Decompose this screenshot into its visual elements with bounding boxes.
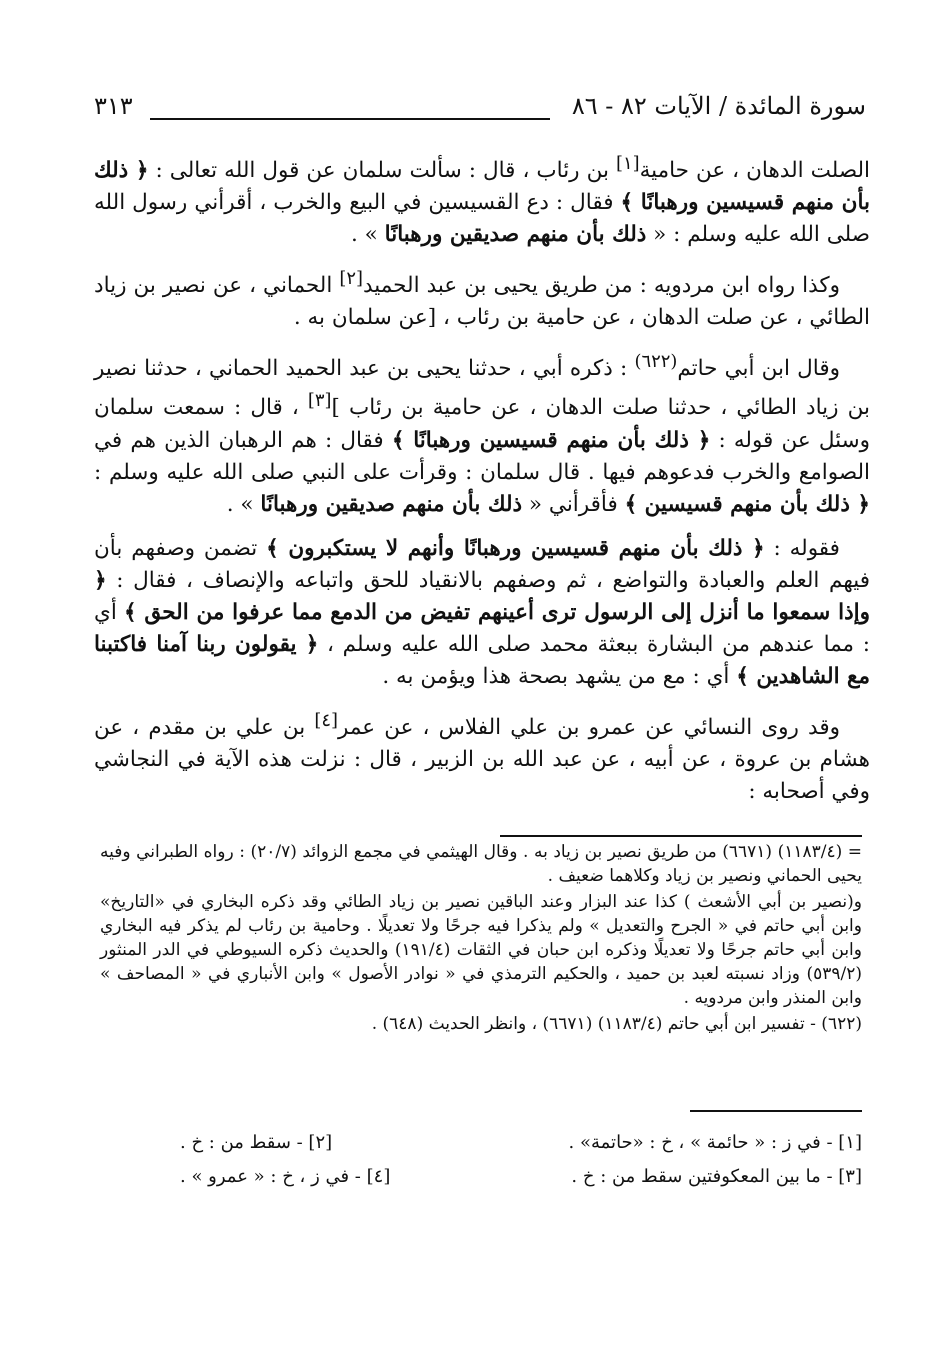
quran-quote: ذلك بأن منهم صديقين ورهبانًا: [260, 491, 523, 517]
text-run: وقال ابن أبي حاتم: [677, 356, 840, 382]
quran-quote: ﴿ يقولون ربنا آمنا فاكتبنا مع الشاهدين ﴾: [94, 631, 870, 689]
text-run: فقوله :: [764, 535, 840, 561]
text-run: » .: [351, 222, 385, 248]
side-note-row: [180, 1126, 862, 1160]
text-run: » .: [226, 491, 261, 517]
quran-quote: ذلك بأن منهم صديقين ورهبانًا: [384, 222, 647, 248]
note-marker: [١]: [615, 153, 640, 174]
text-run: بن علي بن مقدم ، عن هشام بن عروة ، عن أبيه ، عن عبد الله بن الزبير ، قال : نزلت هذه الآية في النجاشي وفي أصحابه :: [94, 714, 870, 804]
side-note: [٤] - في ز ، خ : « عمرو » .: [180, 1166, 391, 1187]
footnote: = (١١٨٣/٤) (٦٦٧١) من طريق نصير بن زياد به . وقال الهيثمي في مجمع الزوائد (٢٠/٧) : رواه الطبراني وفيه يحيى الحماني ونصير بن زياد وكلاهما ضعيف .: [100, 842, 863, 886]
text-run: فقال : هم الرهبان الذين هم في الصوامع والخرب فدعوهم فيها . قال سلمان : وقرأت على النبي صلى الله عليه وسلم :: [94, 427, 870, 485]
text-run: أي : مما عندهم من البشارة ببعثة محمد صلى الله عليه وسلم ،: [94, 599, 870, 657]
text-run: أي : مع من يشهد بصحة هذا ويؤمن به .: [382, 663, 737, 689]
text-run: بن رئاب ، قال : سألت سلمان عن قول الله تعالى :: [148, 158, 616, 184]
page-header-title: سورة المائدة / الآيات ٨٢ - ٨٦: [571, 92, 866, 120]
text-run: فقال : دع القسيسين في البيع والخرب ، أقرأني رسول الله صلى الله عليه وسلم : «: [94, 190, 870, 248]
text-run: ، قال : سمعت سلمان وسئل عن قوله :: [94, 395, 870, 453]
main-text: [94, 148, 870, 820]
quran-quote: ﴿ وإذا سمعوا ما أنزل إلى الرسول ترى أعينهم تفيض من الدمع مما عرفوا من الحق ﴾: [94, 567, 871, 625]
quran-quote: ﴿ ذلك بأن منهم قسيسين ورهبانًا ﴾: [391, 427, 711, 453]
text-run: وقد روى النسائي عن عمرو بن علي الفلاس ، عن عمر: [338, 714, 840, 740]
footnote: (٦٢٢) - تفسير ابن أبي حاتم (١١٨٣/٤) (٦٦٧١) ، وانظر الحديث (٦٤٨) .: [371, 1014, 862, 1034]
paragraph-2: [94, 263, 870, 334]
side-note: [١] - في ز : « حائمة » ، خ : «حاتمة» .: [568, 1132, 862, 1153]
side-note-rule: [690, 1110, 862, 1112]
paragraph-1: [94, 148, 870, 251]
side-note-row: [180, 1160, 862, 1194]
side-note: [٣] - ما بين المعكوفتين سقط من : خ .: [571, 1166, 862, 1187]
note-marker: [٤]: [314, 709, 339, 731]
note-marker: [٢]: [339, 268, 363, 290]
text-run: الحماني ، عن نصير بن زياد الطائي ، عن صلت الدهان ، عن حامية بن رئاب ، [عن سلمان به .: [94, 273, 870, 331]
header-rule: [150, 118, 550, 120]
footnote-rule: [500, 835, 862, 837]
note-marker: (٦٢٢): [634, 351, 678, 373]
quran-quote: ﴿ ذلك بأن منهم قسيسين ورهبانًا ﴾: [94, 158, 870, 216]
page-number: ٣١٣: [94, 92, 133, 120]
paragraph-5: [94, 705, 870, 808]
text-run: تضمن وصفهم بأن فيهم العلم والعبادة والتواضع ، ثم وصفهم بالانقياد للحق واتباعه والإنصاف ، فقال :: [94, 535, 870, 593]
side-note: [٢] - سقط من : خ .: [180, 1132, 333, 1153]
paragraph-4: [94, 533, 870, 693]
note-marker: [٣]: [307, 390, 332, 412]
quran-quote: ﴿ ذلك بأن منهم قسيسين ورهبانًا وأنهم لا يستكبرون ﴾: [266, 535, 765, 561]
footnote: و(نصير بن أبي الأشعث ) كذا عند البزار وعند الباقين نصير بن زياد الطائي وقد ذكره البخاري في «التاريخ» وابن أبي حاتم في « الجرح والتعديل » ولم يذكرا فيه جرحًا ولا تعديلًا . وحامية بن رئاب لم يذكر فيه البخاري وابن أبي حاتم جرحًا ولا تعديلًا وذكره ابن حبان في الثقات (١٩١/٤) والحديث ذكره السيوطي في الدر المنثور (٥٣٩/٢) وزاد نسبته لعبد بن حميد ، والحكيم الترمذي في « نوادر الأصول » وابن الأنباري في « المصاحف » وابن المنذر وابن مردويه .: [100, 892, 862, 1008]
side-notes: [180, 1126, 862, 1194]
text-run: فأقرأني «: [522, 491, 625, 517]
footnotes: [100, 840, 862, 1038]
text-run: الصلت الدهان ، عن حامية: [639, 158, 871, 184]
quran-quote: ﴿ ذلك بأن منهم قسيسين ﴾: [624, 491, 870, 517]
paragraph-3: [94, 346, 870, 520]
text-run: وكذا رواه ابن مردويه : من طريق يحيى بن عبد الحميد: [362, 273, 840, 299]
text-run: : ذكره أبي ، حدثنا يحيى بن عبد الحميد الحماني ، حدثنا نصير بن زياد الطائي ، حدثنا صلت الدهان ، عن حامية بن رئاب ]: [94, 356, 870, 421]
